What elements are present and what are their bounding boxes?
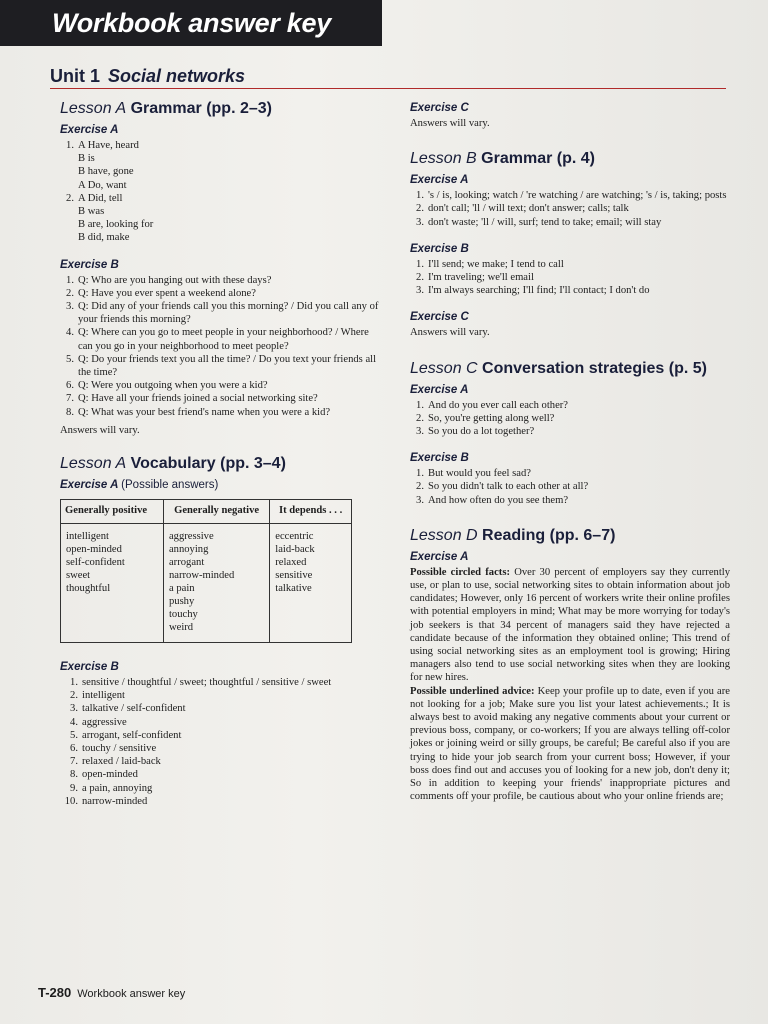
answer-line: 4. aggressive [70,716,127,728]
answer-line: 10. narrow-minded [64,795,148,807]
answer-line: B did, make [78,232,130,244]
answer-list [60,139,382,245]
answer-line: 3. talkative / self-confident [70,703,186,715]
exercise-heading: Exercise C [410,311,469,324]
answer-line: 7. relaxed / laid-back [70,756,161,768]
table-header: Generally negative [163,500,269,524]
answer-line: 1. I'll send; we make; I tend to call [416,258,564,270]
answer-line: 2. I'm traveling; we'll email [416,272,534,284]
answer-line: 2. A Did, tell [66,192,123,204]
answer-line: 5. Q: Do your friends text you all the time? / Do you text your friends all the time? [66,353,377,379]
answers-vary-note: Answers will vary. [410,118,490,129]
answer-line: 6. Q: Were you outgoing when you were a kid? [66,380,268,392]
answer-line: 2. So you didn't talk to each other at all? [416,481,589,493]
exercise-heading: Exercise A [60,124,119,136]
lesson-heading: Lesson D Reading (pp. 6–7) [410,526,616,544]
answer-line: 2. don't call; 'll / will text; don't answer; calls; talk [416,203,629,215]
answers-vary-note: Answers will vary. [410,327,490,339]
answer-line: B is [78,153,95,165]
circled-facts-paragraph [410,566,730,685]
answer-line: 3. And how often do you see them? [416,494,569,506]
table-cell-depends: eccentric laid-back relaxed sensitive talkative [270,524,352,643]
exercise-heading: Exercise B [60,661,119,674]
answer-line: 1. 's / is, looking; watch / 're watching / are watching; 's / is, taking; posts [416,190,727,202]
table-header: It depends . . . [270,500,352,524]
unit-number: Unit 1 [50,66,101,86]
answer-list [60,274,382,419]
answer-list [410,467,730,507]
answer-line: 2. Q: Have you ever spent a weekend alone? [66,287,256,299]
lesson-heading: Lesson B Grammar (p. 4) [410,150,595,168]
answer-line: 7. Q: Have all your friends joined a social networking site? [66,393,318,405]
answer-line: 3. I'm always searching; I'll find; I'll contact; I don't do [416,285,650,297]
answer-list [410,258,730,298]
unit-title: Social networks [108,66,246,86]
circled-facts-text: Over 30 percent of employers say they currently use, or plan to use, social networking sites to obtain information about job candidates; However, only 16 percent of workers write their online profiles with potential employers in mind; What may be more worrying for today's job seekers is that 34 percent of managers said they have rejected a candidate because of the information they obtained online; This trend of using social networking sites as an employment tool is growing; Hiring managers also tend to use social networking sites when they are looking for new hires. [410,566,731,684]
answer-line: 6. touchy / sensitive [70,743,157,755]
answer-list [410,399,730,439]
lesson-heading: Lesson C Conversation strategies (p. 5) [410,359,707,377]
answer-line: B are, looking for [78,219,154,231]
underlined-advice-text: Keep your profile up to date, even if you are not looking for a job; Make sure you list your latest achievements.; It is always best to avoid making any negative comments about your current or previous boss, company, or co-workers; If you are always telling off-color jokes or joining weird or silly groups, be careful; Be careful also if you are trying to hide your job search from your current boss; However, if your boss does find out and accuses you of looking for a new job, don't deny it; So in addition to keeping your friends' inappropriate pictures and comments off your profile, be cautious about who your online friends are; [410,685,730,803]
exercise-heading: Exercise B [60,258,119,271]
answer-line: 2. So, you're getting along well? [416,412,555,424]
exercise-heading: Exercise A [410,174,469,187]
table-header: Generally positive [61,500,164,524]
lesson-heading: Lesson A Vocabulary (pp. 3–4) [60,455,286,473]
answer-line: 8. Q: What was your best friend's name when you were a kid? [66,406,331,418]
answer-line: 1. sensitive / thoughtful / sweet; thoughtful / sensitive / sweet [70,677,332,689]
answer-line: 1. But would you feel sad? [416,468,531,480]
answer-list [60,676,382,808]
left-column [60,98,382,808]
exercise-heading: Exercise C [410,102,469,114]
page-number: T-280 [38,985,72,1000]
page-header-title: Workbook answer key [0,0,382,46]
page-footer [38,985,185,1000]
answer-line: 3. don't waste; 'll / will, surf; tend to take; email; will stay [416,216,662,228]
answer-line: 1. Q: Who are you hanging out with these days? [66,274,272,286]
answer-line: 2. intelligent [70,690,125,702]
answer-line: 1. And do you ever call each other? [416,399,569,411]
footer-label: Workbook answer key [77,988,186,1000]
answer-line: 3. Q: Did any of your friends call you this morning? / Did you call any of your friends this morning? [66,301,379,326]
answer-list [410,189,730,229]
table-cell-negative: aggressive annoying arrogant narrow-minded a pain pushy touchy weird [163,524,269,643]
answer-line: 9. a pain, annoying [70,782,153,794]
unit-heading [50,66,726,89]
exercise-heading: Exercise A [410,383,469,396]
answer-line: A Do, want [78,179,127,191]
answer-line: 3. So you do a lot together? [416,426,535,438]
underlined-advice-label: Possible underlined advice: [410,685,535,697]
exercise-heading: Exercise A [410,550,469,563]
answer-line: 4. Q: Where can you go to meet people in your neighborhood? / Where can you go in your neighborhood to meet people? [66,327,369,352]
exercise-heading: Exercise A (Possible answers) [60,479,219,492]
answer-line: 5. arrogant, self-confident [70,729,182,741]
answer-line: B was [78,206,105,218]
table-cell-positive: intelligent open-minded self-confident sweet thoughtful [61,524,164,643]
lesson-heading: Lesson A Grammar (pp. 2–3) [60,100,272,117]
vocabulary-table [60,499,352,643]
exercise-heading: Exercise B [410,242,469,255]
answers-vary-note: Answers will vary. [60,424,140,436]
underlined-advice-paragraph [410,685,730,804]
circled-facts-label: Possible circled facts: [410,566,510,578]
answer-line: B have, gone [78,166,134,178]
exercise-heading: Exercise B [410,452,469,465]
answer-line: 1. A Have, heard [66,140,139,151]
right-column [410,98,730,804]
answer-line: 8. open-minded [70,769,138,781]
